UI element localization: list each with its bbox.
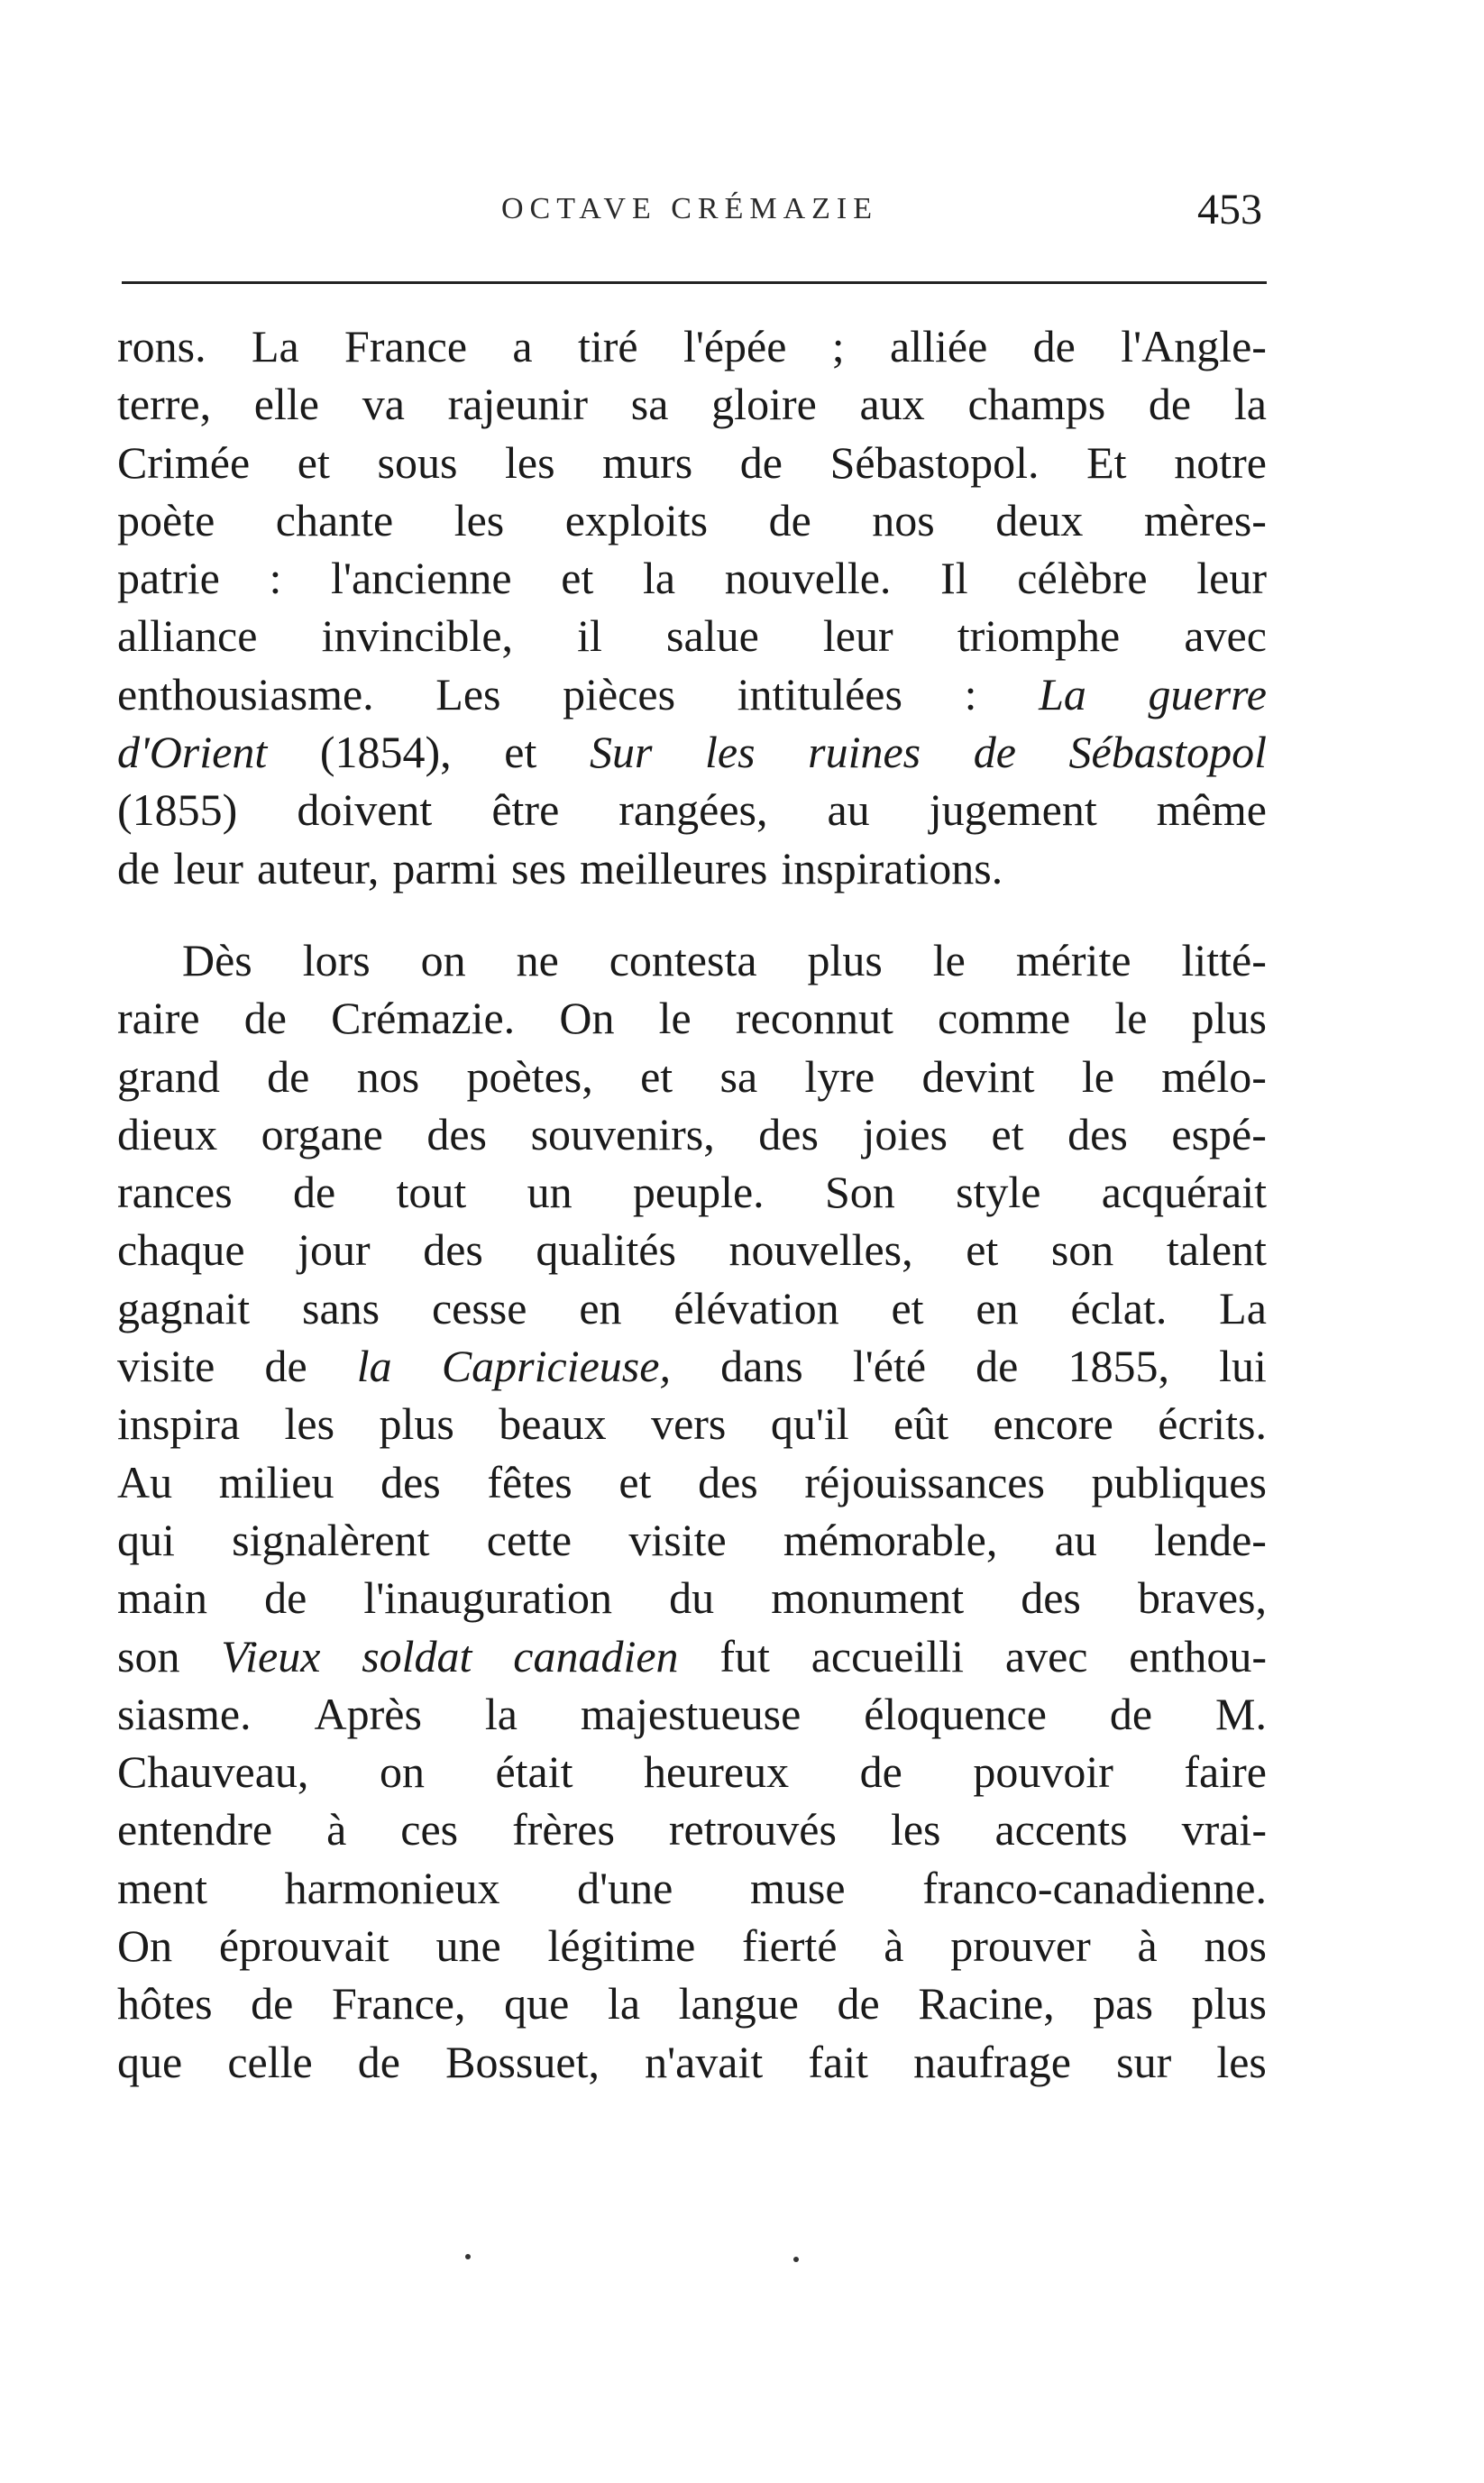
word: La — [1219, 1282, 1267, 1333]
word: fêtes — [487, 1456, 573, 1507]
word: retrouvés — [668, 1804, 837, 1855]
word: dans — [720, 1341, 803, 1392]
word: des — [1021, 1572, 1081, 1624]
word: gagnait — [117, 1282, 251, 1333]
word: signalèrent — [232, 1514, 430, 1565]
word: Au — [117, 1456, 173, 1507]
word: célèbre — [1017, 553, 1148, 604]
word: 1855, — [1067, 1341, 1169, 1392]
word: Crimée — [117, 436, 251, 488]
italic-word: soldat — [362, 1630, 472, 1681]
word: du — [669, 1572, 715, 1624]
text-line — [117, 1397, 1267, 1455]
word: en — [579, 1282, 622, 1333]
text-line — [117, 436, 1267, 494]
word: (1854), — [319, 727, 452, 778]
word: qui — [117, 1514, 175, 1565]
italic-word: ruines — [808, 727, 921, 778]
text-line — [117, 1571, 1267, 1629]
word: l'Angle- — [1121, 321, 1267, 371]
running-title: OCTAVE CRÉMAZIE — [500, 192, 879, 225]
text-line — [117, 1282, 1267, 1340]
word: eût — [893, 1398, 949, 1450]
word: triomphe — [957, 610, 1121, 662]
word: de — [264, 1572, 307, 1624]
word: organe — [261, 1108, 383, 1159]
word: rajeunir — [447, 379, 589, 430]
word: lende- — [1154, 1514, 1267, 1565]
word: sa — [630, 379, 669, 430]
word: mérite — [1015, 934, 1131, 985]
text-line — [117, 783, 1267, 841]
word: hôtes — [117, 1978, 213, 2029]
word: les — [1216, 2036, 1267, 2087]
word: doivent — [297, 784, 433, 836]
word: de — [357, 2036, 400, 2087]
text-line — [117, 1920, 1267, 1977]
word: peuple. — [632, 1167, 765, 1218]
word: (1855) — [117, 784, 238, 836]
word: nos — [1204, 1920, 1267, 1972]
word: notre — [1174, 436, 1267, 488]
print-speck — [793, 2257, 799, 2262]
word: et — [640, 1050, 673, 1102]
word: des — [423, 1224, 483, 1276]
word: franco-canadienne. — [922, 1862, 1267, 1913]
italic-word: Sébastopol — [1068, 727, 1267, 778]
word: sous — [377, 436, 458, 488]
word: et — [297, 436, 330, 488]
word: raire — [117, 993, 200, 1044]
word: rons. — [117, 321, 206, 371]
text-line — [117, 1166, 1267, 1223]
word: va — [362, 379, 405, 430]
word: braves, — [1138, 1572, 1267, 1624]
italic-word: Sur — [589, 727, 653, 778]
word: leur — [822, 610, 893, 662]
word: talent — [1166, 1224, 1267, 1276]
word: ; — [831, 321, 845, 371]
text-line — [117, 1688, 1267, 1745]
word: patrie — [117, 553, 220, 604]
word: poète — [117, 494, 215, 545]
italic-word: guerre — [1148, 668, 1267, 719]
word: siasme. — [117, 1688, 252, 1739]
word: murs — [602, 436, 693, 488]
word: à — [1137, 1920, 1158, 1972]
word: une — [435, 1920, 501, 1972]
word: beaux — [499, 1398, 607, 1450]
word: espé- — [1171, 1108, 1267, 1159]
word: des — [380, 1456, 441, 1507]
word: un — [527, 1167, 573, 1218]
word: l'été — [852, 1341, 927, 1392]
word: de — [1109, 1688, 1153, 1739]
text-line — [117, 1745, 1267, 1803]
word: les — [505, 436, 555, 488]
word: Il — [940, 553, 968, 604]
word: Chauveau, — [117, 1746, 309, 1798]
word: fut — [719, 1630, 770, 1681]
word: les — [453, 494, 505, 545]
word: le — [932, 934, 966, 985]
word: de — [837, 1978, 880, 2029]
word: la — [1233, 379, 1267, 430]
word: plus — [1191, 1978, 1267, 2029]
word: et — [618, 1456, 652, 1507]
text-line — [117, 1803, 1267, 1861]
word: muse — [750, 1862, 846, 1913]
word: inspira — [117, 1398, 241, 1450]
text-line — [117, 842, 1267, 900]
print-speck — [465, 2254, 471, 2259]
word: Et — [1086, 436, 1127, 488]
word: de — [739, 436, 783, 488]
word: plus — [1191, 993, 1267, 1044]
word: deux — [995, 494, 1084, 545]
word: éprouvait — [218, 1920, 389, 1972]
text-line — [117, 1456, 1267, 1514]
word: monument — [771, 1572, 965, 1624]
word: et — [561, 553, 594, 604]
word: lyre — [804, 1050, 875, 1102]
word: fait — [808, 2036, 869, 2087]
word: que — [504, 1978, 570, 2029]
word: mélo- — [1161, 1050, 1267, 1102]
word: Les — [435, 668, 501, 719]
word: visite — [117, 1341, 215, 1392]
italic-word: les — [705, 727, 756, 778]
word: d'une — [577, 1862, 673, 1913]
word: que — [117, 2036, 183, 2087]
word: parmi — [392, 842, 499, 893]
word: lors — [302, 934, 371, 985]
word: de — [292, 1167, 336, 1218]
word: Après — [314, 1688, 422, 1739]
word: de — [1032, 321, 1076, 371]
word: heureux — [644, 1746, 790, 1798]
text-line — [117, 668, 1267, 726]
word: n'avait — [645, 2036, 764, 2087]
word: être — [491, 784, 560, 836]
italic-word: Capricieuse, — [441, 1341, 671, 1392]
word: nos — [872, 494, 935, 545]
word: mémorable, — [783, 1514, 998, 1565]
word: la — [607, 1978, 641, 2029]
word: le — [658, 993, 692, 1044]
word: légitime — [547, 1920, 696, 1972]
word: de — [267, 1050, 310, 1102]
italic-word: Vieux — [221, 1630, 321, 1681]
word: sans — [302, 1282, 380, 1333]
word: inspirations. — [781, 842, 1003, 893]
word: aux — [859, 379, 925, 430]
text-line — [117, 609, 1267, 667]
word: la — [484, 1688, 518, 1739]
text-line — [117, 1050, 1267, 1108]
word: Son — [824, 1167, 895, 1218]
word: elle — [253, 379, 319, 430]
word: éloquence — [864, 1688, 1047, 1739]
word: son — [1050, 1224, 1114, 1276]
word: visite — [628, 1514, 727, 1565]
word: grand — [117, 1050, 220, 1102]
running-head — [117, 185, 1262, 239]
word: Dès — [182, 934, 252, 985]
word: l'épée — [682, 321, 787, 371]
word: intitulées — [737, 668, 902, 719]
word: leur — [1196, 553, 1267, 604]
word: joies — [862, 1108, 948, 1159]
word: faire — [1184, 1746, 1267, 1798]
word: ces — [400, 1804, 459, 1855]
body-text — [117, 320, 1267, 2094]
word: les — [890, 1804, 941, 1855]
word: en — [976, 1282, 1019, 1333]
word: au — [1054, 1514, 1097, 1565]
paragraph — [117, 320, 1267, 900]
word: avec — [1184, 610, 1267, 662]
word: de — [859, 1746, 902, 1798]
word: lui — [1219, 1341, 1267, 1392]
word: pouvoir — [973, 1746, 1113, 1798]
word: harmonieux — [284, 1862, 500, 1913]
word: son — [117, 1630, 180, 1681]
word: Bossuet, — [445, 2036, 600, 2087]
word: cesse — [431, 1282, 527, 1333]
text-line — [117, 2036, 1267, 2094]
word: On — [559, 993, 615, 1044]
word: de — [243, 993, 287, 1044]
word: ne — [516, 934, 559, 985]
word: auteur, — [256, 842, 380, 893]
word: enthousiasme. — [117, 668, 374, 719]
header-rule — [122, 281, 1267, 284]
word: qu'il — [770, 1398, 849, 1450]
word: avec — [1004, 1630, 1088, 1681]
word: frères — [512, 1804, 615, 1855]
paragraph-gap — [117, 900, 1267, 934]
word: devint — [921, 1050, 1035, 1102]
word: plus — [379, 1398, 454, 1450]
word: entendre — [117, 1804, 273, 1855]
word: de — [976, 1341, 1019, 1392]
word: celle — [227, 2036, 313, 2087]
word: tiré — [577, 321, 638, 371]
word: naufrage — [913, 2036, 1072, 2087]
text-line — [117, 1630, 1267, 1688]
word: souvenirs, — [530, 1108, 715, 1159]
word: qualités — [536, 1224, 676, 1276]
word: la — [643, 553, 676, 604]
word: tout — [396, 1167, 467, 1218]
word: pas — [1093, 1978, 1153, 2029]
word: de — [264, 1341, 307, 1392]
word: reconnut — [735, 993, 893, 1044]
word: Crémazie. — [331, 993, 516, 1044]
word: au — [827, 784, 870, 836]
word: invincible, — [321, 610, 514, 662]
word: et — [891, 1282, 924, 1333]
word: meilleures — [580, 842, 768, 893]
word: France, — [331, 1978, 466, 2029]
word: des — [698, 1456, 758, 1507]
word: de — [117, 842, 160, 893]
text-line — [117, 378, 1267, 435]
word: contesta — [609, 934, 757, 985]
text-line — [117, 1108, 1267, 1166]
word: prouver — [950, 1920, 1091, 1972]
word: le — [1081, 1050, 1114, 1102]
word: comme — [938, 993, 1071, 1044]
word: pièces — [563, 668, 676, 719]
word: élévation — [673, 1282, 839, 1333]
word: et — [504, 727, 537, 778]
word: il — [577, 610, 602, 662]
word: : — [964, 668, 977, 719]
text-line — [117, 320, 1267, 378]
text-line — [117, 1977, 1267, 2035]
word: était — [495, 1746, 573, 1798]
word: France — [344, 321, 468, 371]
word: enthou- — [1129, 1630, 1267, 1681]
word: ses — [511, 842, 567, 893]
word: acquérait — [1101, 1167, 1267, 1218]
word: main — [117, 1572, 207, 1624]
word: vrai- — [1181, 1804, 1267, 1855]
word: des — [426, 1108, 488, 1159]
word: Racine, — [918, 1978, 1055, 2029]
word: nouvelles, — [728, 1224, 913, 1276]
word: des — [758, 1108, 819, 1159]
word: sa — [719, 1050, 758, 1102]
word: rances — [117, 1167, 233, 1218]
word: plus — [807, 934, 883, 985]
word: fierté — [742, 1920, 838, 1972]
word: chante — [275, 494, 394, 545]
word: alliance — [117, 610, 258, 662]
word: chaque — [117, 1224, 245, 1276]
text-line — [117, 934, 1267, 992]
word: l'inauguration — [363, 1572, 613, 1624]
word: réjouissances — [804, 1456, 1045, 1507]
text-line — [117, 494, 1267, 552]
word: litté- — [1181, 934, 1267, 985]
text-line — [117, 1340, 1267, 1397]
word: le — [1114, 993, 1148, 1044]
italic-word: de — [973, 727, 1016, 778]
word: exploits — [564, 494, 709, 545]
word: écrits. — [1158, 1398, 1267, 1450]
word: a — [512, 321, 533, 371]
word: l'ancienne — [331, 553, 512, 604]
text-line — [117, 552, 1267, 609]
word: langue — [678, 1978, 799, 2029]
page-number: 453 — [1197, 186, 1262, 234]
word: publiques — [1091, 1456, 1267, 1507]
italic-word: la — [356, 1341, 392, 1392]
word: même — [1156, 784, 1267, 836]
word: poètes, — [466, 1050, 593, 1102]
word: vers — [651, 1398, 727, 1450]
word: et — [966, 1224, 999, 1276]
word: : — [269, 553, 282, 604]
word: leur — [173, 842, 243, 893]
italic-word: d'Orient — [117, 727, 268, 778]
word: majestueuse — [580, 1688, 802, 1739]
italic-word: canadien — [513, 1630, 679, 1681]
word: salue — [666, 610, 759, 662]
word: champs — [967, 379, 1106, 430]
word: M. — [1214, 1688, 1267, 1739]
word: terre, — [117, 379, 212, 430]
word: La — [251, 321, 299, 371]
word: style — [956, 1167, 1041, 1218]
word: des — [1067, 1108, 1128, 1159]
text-line — [117, 1223, 1267, 1281]
text-line — [117, 1862, 1267, 1920]
word: dieux — [117, 1108, 218, 1159]
text-line — [117, 726, 1267, 783]
word: nos — [356, 1050, 420, 1102]
word: On — [117, 1920, 173, 1972]
word: Sébastopol. — [829, 436, 1040, 488]
word: on — [379, 1746, 425, 1798]
word: jour — [298, 1224, 371, 1276]
word: alliée — [890, 321, 988, 371]
word: accents — [994, 1804, 1128, 1855]
word: accueilli — [811, 1630, 965, 1681]
italic-word: La — [1039, 668, 1086, 719]
word: gloire — [711, 379, 817, 430]
word: sur — [1116, 2036, 1172, 2087]
paragraph — [117, 934, 1267, 2094]
word: jugement — [929, 784, 1097, 836]
word: nouvelle. — [724, 553, 892, 604]
word: ment — [117, 1862, 207, 1913]
word: de — [768, 494, 811, 545]
word: encore — [993, 1398, 1113, 1450]
word: à — [326, 1804, 347, 1855]
word: de — [251, 1978, 294, 2029]
word: à — [884, 1920, 904, 1972]
word: cette — [486, 1514, 573, 1565]
word: éclat. — [1070, 1282, 1168, 1333]
word: milieu — [218, 1456, 334, 1507]
word: on — [420, 934, 466, 985]
word: de — [1148, 379, 1192, 430]
text-line — [117, 1514, 1267, 1571]
word: mères- — [1143, 494, 1267, 545]
word: rangées, — [618, 784, 768, 836]
word: et — [991, 1108, 1024, 1159]
text-line — [117, 992, 1267, 1049]
word: les — [284, 1398, 335, 1450]
